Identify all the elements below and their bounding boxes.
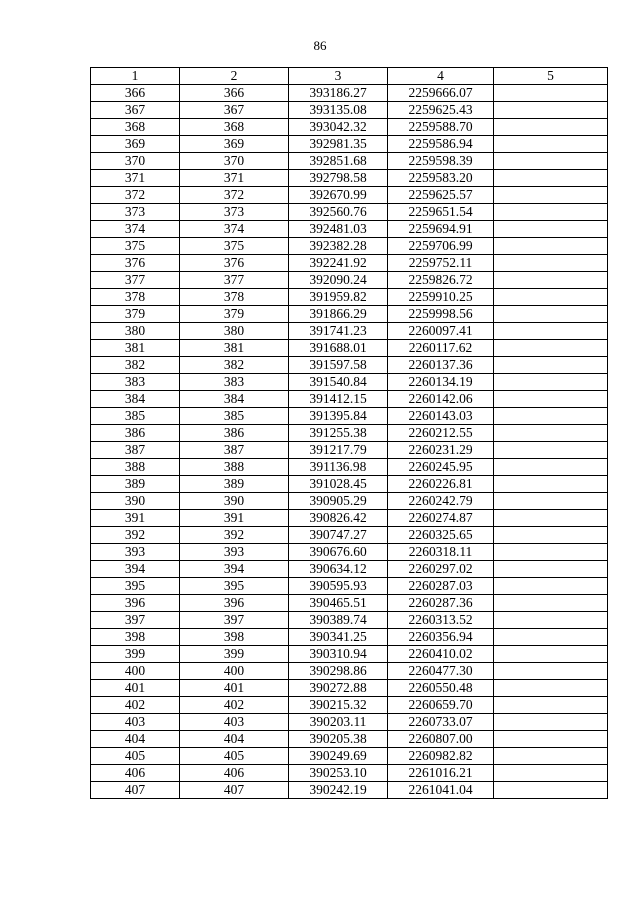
table-cell-col-1: 377 xyxy=(91,272,180,289)
table-cell-col-5 xyxy=(494,748,608,765)
table-cell-col-3: 391255.38 xyxy=(289,425,388,442)
table-cell-col-3: 390634.12 xyxy=(289,561,388,578)
table-cell-col-2: 381 xyxy=(180,340,289,357)
table-cell-col-2: 393 xyxy=(180,544,289,561)
table-row xyxy=(91,187,608,204)
table-cell-col-2: 401 xyxy=(180,680,289,697)
table-row xyxy=(91,289,608,306)
column-header-4: 4 xyxy=(388,68,494,85)
table-cell-col-4: 2260410.02 xyxy=(388,646,494,663)
table-cell-col-1: 376 xyxy=(91,255,180,272)
table-cell-col-5 xyxy=(494,493,608,510)
table-cell-col-1: 384 xyxy=(91,391,180,408)
table-cell-col-1: 407 xyxy=(91,782,180,799)
table-cell-col-3: 390826.42 xyxy=(289,510,388,527)
table-cell-col-1: 390 xyxy=(91,493,180,510)
table-cell-col-2: 387 xyxy=(180,442,289,459)
table-cell-col-4: 2260807.00 xyxy=(388,731,494,748)
table-cell-col-3: 390905.29 xyxy=(289,493,388,510)
table-cell-col-4: 2259752.11 xyxy=(388,255,494,272)
table-row xyxy=(91,578,608,595)
table-cell-col-5 xyxy=(494,255,608,272)
table-row xyxy=(91,459,608,476)
table-cell-col-2: 371 xyxy=(180,170,289,187)
table-row xyxy=(91,714,608,731)
table-header-row xyxy=(91,68,608,85)
table-cell-col-3: 391741.23 xyxy=(289,323,388,340)
table-cell-col-2: 376 xyxy=(180,255,289,272)
table-cell-col-3: 392851.68 xyxy=(289,153,388,170)
table-cell-col-4: 2259826.72 xyxy=(388,272,494,289)
table-cell-col-3: 390595.93 xyxy=(289,578,388,595)
table-cell-col-3: 390747.27 xyxy=(289,527,388,544)
table-row xyxy=(91,119,608,136)
table-cell-col-5 xyxy=(494,561,608,578)
table-row xyxy=(91,612,608,629)
table-cell-col-1: 398 xyxy=(91,629,180,646)
table-cell-col-1: 392 xyxy=(91,527,180,544)
table-row xyxy=(91,306,608,323)
table-cell-col-5 xyxy=(494,170,608,187)
table-cell-col-1: 375 xyxy=(91,238,180,255)
table-cell-col-4: 2259666.07 xyxy=(388,85,494,102)
table-cell-col-5 xyxy=(494,187,608,204)
table-cell-col-5 xyxy=(494,612,608,629)
table-row xyxy=(91,782,608,799)
table-cell-col-1: 382 xyxy=(91,357,180,374)
table-cell-col-3: 390465.51 xyxy=(289,595,388,612)
table-cell-col-3: 390272.88 xyxy=(289,680,388,697)
table-row xyxy=(91,374,608,391)
table-cell-col-3: 390253.10 xyxy=(289,765,388,782)
table-cell-col-4: 2259910.25 xyxy=(388,289,494,306)
table-cell-col-4: 2260318.11 xyxy=(388,544,494,561)
table-cell-col-4: 2260134.19 xyxy=(388,374,494,391)
table-cell-col-5 xyxy=(494,595,608,612)
table-cell-col-4: 2259598.39 xyxy=(388,153,494,170)
table-cell-col-1: 372 xyxy=(91,187,180,204)
table-cell-col-3: 391136.98 xyxy=(289,459,388,476)
table-cell-col-5 xyxy=(494,442,608,459)
table-cell-col-2: 403 xyxy=(180,714,289,731)
table-cell-col-3: 390389.74 xyxy=(289,612,388,629)
table-cell-col-2: 392 xyxy=(180,527,289,544)
table-cell-col-5 xyxy=(494,136,608,153)
table-cell-col-4: 2260287.36 xyxy=(388,595,494,612)
table-cell-col-5 xyxy=(494,102,608,119)
table-cell-col-1: 393 xyxy=(91,544,180,561)
coordinates-table xyxy=(90,67,608,799)
table-cell-col-2: 386 xyxy=(180,425,289,442)
table-cell-col-5 xyxy=(494,782,608,799)
table-row xyxy=(91,425,608,442)
table-cell-col-4: 2260287.03 xyxy=(388,578,494,595)
table-cell-col-3: 391688.01 xyxy=(289,340,388,357)
table-cell-col-5 xyxy=(494,153,608,170)
table-cell-col-1: 380 xyxy=(91,323,180,340)
table-cell-col-4: 2260242.79 xyxy=(388,493,494,510)
table-cell-col-1: 371 xyxy=(91,170,180,187)
table-row xyxy=(91,221,608,238)
table-cell-col-3: 391028.45 xyxy=(289,476,388,493)
table-cell-col-1: 366 xyxy=(91,85,180,102)
table-row xyxy=(91,731,608,748)
table-cell-col-5 xyxy=(494,408,608,425)
table-cell-col-3: 391866.29 xyxy=(289,306,388,323)
table-cell-col-2: 385 xyxy=(180,408,289,425)
table-cell-col-1: 374 xyxy=(91,221,180,238)
table-cell-col-4: 2260245.95 xyxy=(388,459,494,476)
table-cell-col-1: 370 xyxy=(91,153,180,170)
table-cell-col-2: 402 xyxy=(180,697,289,714)
table-cell-col-5 xyxy=(494,731,608,748)
table-row xyxy=(91,272,608,289)
table-row xyxy=(91,476,608,493)
table-cell-col-1: 404 xyxy=(91,731,180,748)
table-cell-col-1: 401 xyxy=(91,680,180,697)
table-cell-col-5 xyxy=(494,765,608,782)
table-cell-col-5 xyxy=(494,238,608,255)
table-row xyxy=(91,238,608,255)
table-cell-col-2: 370 xyxy=(180,153,289,170)
table-cell-col-2: 404 xyxy=(180,731,289,748)
table-row xyxy=(91,255,608,272)
table-cell-col-2: 368 xyxy=(180,119,289,136)
table-cell-col-4: 2259625.43 xyxy=(388,102,494,119)
table-cell-col-4: 2259651.54 xyxy=(388,204,494,221)
table-cell-col-5 xyxy=(494,391,608,408)
table-cell-col-2: 378 xyxy=(180,289,289,306)
table-cell-col-3: 391395.84 xyxy=(289,408,388,425)
table-row xyxy=(91,510,608,527)
table-row xyxy=(91,323,608,340)
table-cell-col-1: 403 xyxy=(91,714,180,731)
table-cell-col-2: 369 xyxy=(180,136,289,153)
table-cell-col-3: 392090.24 xyxy=(289,272,388,289)
table-cell-col-3: 390205.38 xyxy=(289,731,388,748)
table-cell-col-4: 2260313.52 xyxy=(388,612,494,629)
table-cell-col-5 xyxy=(494,544,608,561)
table-cell-col-3: 390249.69 xyxy=(289,748,388,765)
table-cell-col-1: 386 xyxy=(91,425,180,442)
table-cell-col-2: 394 xyxy=(180,561,289,578)
table-cell-col-2: 367 xyxy=(180,102,289,119)
column-header-2: 2 xyxy=(180,68,289,85)
table-cell-col-3: 392481.03 xyxy=(289,221,388,238)
table-cell-col-5 xyxy=(494,221,608,238)
table-cell-col-3: 393042.32 xyxy=(289,119,388,136)
table-cell-col-2: 380 xyxy=(180,323,289,340)
table-cell-col-4: 2261041.04 xyxy=(388,782,494,799)
table-cell-col-2: 395 xyxy=(180,578,289,595)
table-cell-col-4: 2260325.65 xyxy=(388,527,494,544)
table-cell-col-4: 2259583.20 xyxy=(388,170,494,187)
table-cell-col-3: 390242.19 xyxy=(289,782,388,799)
table-cell-col-5 xyxy=(494,459,608,476)
table-cell-col-5 xyxy=(494,680,608,697)
table-cell-col-3: 390298.86 xyxy=(289,663,388,680)
table-cell-col-5 xyxy=(494,119,608,136)
table-cell-col-5 xyxy=(494,697,608,714)
table-cell-col-3: 391217.79 xyxy=(289,442,388,459)
table-cell-col-4: 2260982.82 xyxy=(388,748,494,765)
table-cell-col-2: 398 xyxy=(180,629,289,646)
table-cell-col-1: 406 xyxy=(91,765,180,782)
table-cell-col-4: 2260659.70 xyxy=(388,697,494,714)
table-cell-col-4: 2260733.07 xyxy=(388,714,494,731)
table-cell-col-2: 405 xyxy=(180,748,289,765)
table-cell-col-2: 384 xyxy=(180,391,289,408)
table-cell-col-2: 372 xyxy=(180,187,289,204)
table-cell-col-1: 368 xyxy=(91,119,180,136)
table-cell-col-2: 377 xyxy=(180,272,289,289)
table-cell-col-2: 397 xyxy=(180,612,289,629)
table-row xyxy=(91,204,608,221)
table-cell-col-1: 379 xyxy=(91,306,180,323)
table-cell-col-4: 2259586.94 xyxy=(388,136,494,153)
table-cell-col-5 xyxy=(494,714,608,731)
table-cell-col-2: 382 xyxy=(180,357,289,374)
table-row xyxy=(91,748,608,765)
table-cell-col-4: 2260231.29 xyxy=(388,442,494,459)
table-cell-col-1: 405 xyxy=(91,748,180,765)
table-cell-col-2: 396 xyxy=(180,595,289,612)
table-cell-col-3: 392560.76 xyxy=(289,204,388,221)
table-cell-col-5 xyxy=(494,357,608,374)
table-cell-col-2: 391 xyxy=(180,510,289,527)
table-cell-col-3: 391959.82 xyxy=(289,289,388,306)
table-cell-col-4: 2260550.48 xyxy=(388,680,494,697)
table-row xyxy=(91,544,608,561)
table-cell-col-2: 366 xyxy=(180,85,289,102)
table-cell-col-3: 390341.25 xyxy=(289,629,388,646)
table-cell-col-1: 387 xyxy=(91,442,180,459)
table-cell-col-3: 392241.92 xyxy=(289,255,388,272)
table-cell-col-5 xyxy=(494,323,608,340)
table-cell-col-3: 392670.99 xyxy=(289,187,388,204)
table-row xyxy=(91,408,608,425)
table-cell-col-1: 385 xyxy=(91,408,180,425)
table-cell-col-1: 402 xyxy=(91,697,180,714)
table-cell-col-5 xyxy=(494,476,608,493)
table-cell-col-5 xyxy=(494,663,608,680)
table-cell-col-3: 392382.28 xyxy=(289,238,388,255)
table-cell-col-3: 390203.11 xyxy=(289,714,388,731)
table-cell-col-5 xyxy=(494,272,608,289)
table-cell-col-2: 379 xyxy=(180,306,289,323)
table-cell-col-4: 2259998.56 xyxy=(388,306,494,323)
table-cell-col-5 xyxy=(494,204,608,221)
column-header-5: 5 xyxy=(494,68,608,85)
table-cell-col-5 xyxy=(494,85,608,102)
table-cell-col-1: 389 xyxy=(91,476,180,493)
table-cell-col-5 xyxy=(494,306,608,323)
table-cell-col-4: 2260297.02 xyxy=(388,561,494,578)
table-cell-col-2: 400 xyxy=(180,663,289,680)
table-cell-col-3: 390310.94 xyxy=(289,646,388,663)
table-cell-col-4: 2260477.30 xyxy=(388,663,494,680)
table-cell-col-4: 2260226.81 xyxy=(388,476,494,493)
table-cell-col-4: 2259625.57 xyxy=(388,187,494,204)
table-cell-col-1: 367 xyxy=(91,102,180,119)
table-cell-col-2: 390 xyxy=(180,493,289,510)
table-cell-col-3: 391412.15 xyxy=(289,391,388,408)
table-cell-col-2: 374 xyxy=(180,221,289,238)
table-cell-col-1: 399 xyxy=(91,646,180,663)
table-cell-col-4: 2260212.55 xyxy=(388,425,494,442)
table-row xyxy=(91,340,608,357)
table-row xyxy=(91,102,608,119)
table-cell-col-1: 381 xyxy=(91,340,180,357)
table-cell-col-5 xyxy=(494,646,608,663)
table-cell-col-4: 2260143.03 xyxy=(388,408,494,425)
table-row xyxy=(91,136,608,153)
table-cell-col-3: 393135.08 xyxy=(289,102,388,119)
table-cell-col-4: 2260142.06 xyxy=(388,391,494,408)
table-row xyxy=(91,697,608,714)
table-row xyxy=(91,663,608,680)
table-cell-col-3: 391597.58 xyxy=(289,357,388,374)
table-cell-col-2: 406 xyxy=(180,765,289,782)
table-cell-col-3: 391540.84 xyxy=(289,374,388,391)
table-cell-col-5 xyxy=(494,425,608,442)
table-cell-col-2: 375 xyxy=(180,238,289,255)
table-cell-col-1: 391 xyxy=(91,510,180,527)
table-cell-col-3: 390215.32 xyxy=(289,697,388,714)
table-cell-col-3: 393186.27 xyxy=(289,85,388,102)
table-row xyxy=(91,629,608,646)
table-cell-col-1: 395 xyxy=(91,578,180,595)
table-cell-col-2: 383 xyxy=(180,374,289,391)
table-cell-col-4: 2260097.41 xyxy=(388,323,494,340)
table-row xyxy=(91,153,608,170)
table-cell-col-4: 2259588.70 xyxy=(388,119,494,136)
table-cell-col-4: 2259706.99 xyxy=(388,238,494,255)
table-cell-col-5 xyxy=(494,578,608,595)
table-cell-col-4: 2260356.94 xyxy=(388,629,494,646)
table-cell-col-4: 2261016.21 xyxy=(388,765,494,782)
table-cell-col-5 xyxy=(494,340,608,357)
table-row xyxy=(91,595,608,612)
table-row xyxy=(91,170,608,187)
table-cell-col-1: 394 xyxy=(91,561,180,578)
table-cell-col-2: 399 xyxy=(180,646,289,663)
column-header-1: 1 xyxy=(91,68,180,85)
table-cell-col-3: 392981.35 xyxy=(289,136,388,153)
table-cell-col-1: 369 xyxy=(91,136,180,153)
table-cell-col-4: 2260274.87 xyxy=(388,510,494,527)
table-cell-col-5 xyxy=(494,527,608,544)
table-row xyxy=(91,357,608,374)
table-cell-col-5 xyxy=(494,510,608,527)
table-cell-col-1: 378 xyxy=(91,289,180,306)
table-row xyxy=(91,646,608,663)
table-row xyxy=(91,680,608,697)
table-row xyxy=(91,85,608,102)
table-cell-col-4: 2260117.62 xyxy=(388,340,494,357)
table-cell-col-1: 383 xyxy=(91,374,180,391)
table-row xyxy=(91,561,608,578)
table-cell-col-4: 2260137.36 xyxy=(388,357,494,374)
table-row xyxy=(91,765,608,782)
table-cell-col-2: 373 xyxy=(180,204,289,221)
table-row xyxy=(91,442,608,459)
table-cell-col-1: 373 xyxy=(91,204,180,221)
table-cell-col-1: 400 xyxy=(91,663,180,680)
table-cell-col-2: 407 xyxy=(180,782,289,799)
table-cell-col-3: 392798.58 xyxy=(289,170,388,187)
page-number: 86 xyxy=(313,38,327,53)
table-cell-col-2: 389 xyxy=(180,476,289,493)
table-row xyxy=(91,391,608,408)
column-header-3: 3 xyxy=(289,68,388,85)
table-cell-col-1: 397 xyxy=(91,612,180,629)
table-cell-col-5 xyxy=(494,629,608,646)
table-cell-col-1: 388 xyxy=(91,459,180,476)
table-cell-col-2: 388 xyxy=(180,459,289,476)
table-cell-col-5 xyxy=(494,374,608,391)
table-cell-col-3: 390676.60 xyxy=(289,544,388,561)
table-cell-col-5 xyxy=(494,289,608,306)
table-row xyxy=(91,527,608,544)
table-row xyxy=(91,493,608,510)
table-cell-col-4: 2259694.91 xyxy=(388,221,494,238)
table-cell-col-1: 396 xyxy=(91,595,180,612)
